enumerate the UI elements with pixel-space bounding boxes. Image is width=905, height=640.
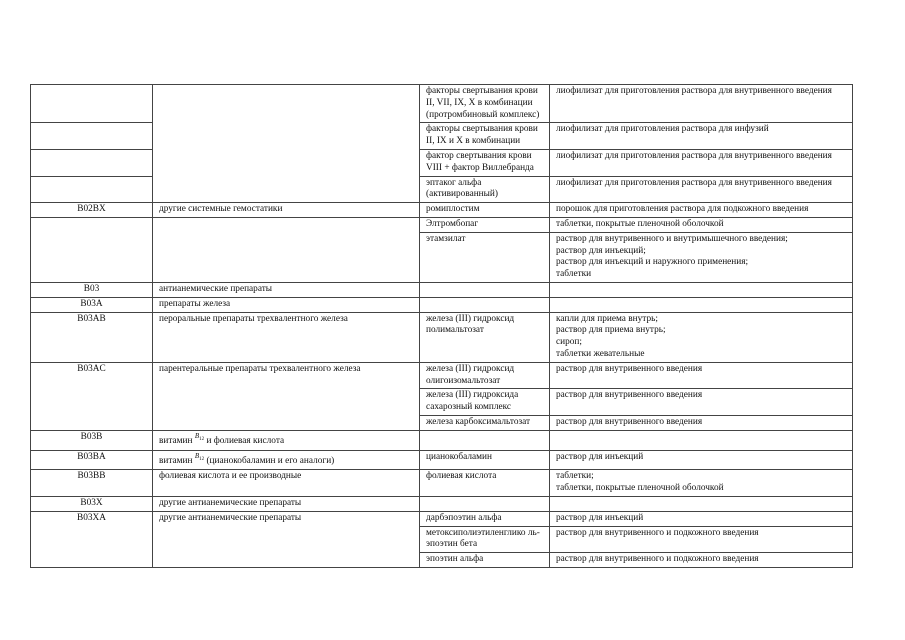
dosage-forms [550, 85, 853, 123]
atc-code: B02BX [31, 203, 153, 218]
dosage-forms [550, 496, 853, 511]
group-prefix: витамин [159, 435, 193, 446]
atc-code: B03A [31, 297, 153, 312]
atc-code: B03BA [31, 450, 153, 470]
atc-group: пероральные препараты трехвалентного железа [153, 312, 420, 362]
substance-name [420, 297, 550, 312]
substance-name: цианокобаламин [420, 450, 550, 470]
table-row [31, 282, 853, 297]
atc-group: другие системные гемостатики [153, 203, 420, 218]
substance-name: эптаког альфа (активированный) [420, 176, 550, 203]
dosage-form: раствор для инъекций и наружного применения; [556, 257, 749, 268]
substance-name: этамзилат [420, 232, 550, 282]
table-row [31, 312, 853, 362]
dosage-forms [550, 123, 853, 150]
atc-group [153, 217, 420, 282]
dosage-forms [550, 362, 853, 389]
atc-group: другие антианемические препараты [153, 511, 420, 567]
atc-code: B03B [31, 430, 153, 450]
dosage-form: лиофилизат для приготовления раствора для инфузий [556, 124, 769, 135]
group-suffix: и фолиевая кислота [206, 435, 285, 446]
substance-name: метоксиполиэтиленглико ль- эпоэтин бета [420, 526, 550, 553]
dosage-form: раствор для инъекций [556, 512, 644, 523]
substance-name [420, 496, 550, 511]
dosage-forms [550, 176, 853, 203]
dosage-form: раствор для приема внутрь; [556, 325, 666, 336]
atc-code [31, 217, 153, 282]
atc-code: B03AC [31, 362, 153, 430]
substance-name: дарбэпоэтин альфа [420, 511, 550, 526]
dosage-form: раствор для внутривенного и внутримышечного введения; [556, 233, 788, 244]
dosage-form: раствор для инъекций [556, 451, 644, 462]
substance-name: фолиевая кислота [420, 470, 550, 497]
substance-name: факторы свертывания крови II, VII, IX, X в комбинации (протромбиновый комплекс) [420, 85, 550, 123]
dosage-form: раствор для внутривенного введения [556, 363, 703, 374]
atc-group: другие антианемические препараты [153, 496, 420, 511]
dosage-forms [550, 450, 853, 470]
table-row [31, 297, 853, 312]
atc-code [31, 176, 153, 203]
table-row [31, 217, 853, 232]
table-row [31, 430, 853, 450]
group-suffix: (цианокобаламин и его аналоги) [206, 455, 335, 466]
dosage-forms [550, 297, 853, 312]
substance-name: Элтромбопаг [420, 217, 550, 232]
atc-group: препараты железа [153, 297, 420, 312]
substance-name: ромиплостим [420, 203, 550, 218]
dosage-form: раствор для внутривенного и подкожного введения [556, 527, 759, 538]
substance-name [420, 430, 550, 450]
dosage-form: порошок для приготовления раствора для подкожного введения [556, 204, 809, 215]
dosage-forms [550, 217, 853, 232]
dosage-forms [550, 430, 853, 450]
dosage-form: раствор для внутривенного введения [556, 390, 703, 401]
dosage-forms [550, 312, 853, 362]
vitamin-b-subscript: 12 [199, 456, 205, 462]
dosage-forms [550, 282, 853, 297]
atc-code [31, 85, 153, 123]
table-row [31, 511, 853, 526]
dosage-form: сироп; [556, 337, 582, 348]
substance-name: фактор свертывания крови VIII + фактор Виллебранда [420, 149, 550, 176]
dosage-forms [550, 526, 853, 553]
dosage-forms [550, 470, 853, 497]
dosage-forms [550, 389, 853, 416]
table-row [31, 203, 853, 218]
dosage-forms [550, 553, 853, 568]
substance-name: факторы свертывания крови II, IX и X в комбинации [420, 123, 550, 150]
atc-code [31, 123, 153, 150]
substance-name: эпоэтин альфа [420, 553, 550, 568]
dosage-form: таблетки жевательные [556, 348, 645, 359]
atc-group: фолиевая кислота и ее производные [153, 470, 420, 497]
atc-group [153, 450, 420, 470]
table-row [31, 450, 853, 470]
atc-code: B03X [31, 496, 153, 511]
dosage-form: раствор для инъекций; [556, 245, 646, 256]
substance-name: железа (III) гидроксид олигоизомальтозат [420, 362, 550, 389]
dosage-form: лиофилизат для приготовления раствора для внутривенного введения [556, 177, 832, 188]
vitamin-b-symbol: B [194, 451, 200, 460]
dosage-forms [550, 232, 853, 282]
dosage-form: лиофилизат для приготовления раствора для внутривенного введения [556, 86, 832, 96]
dosage-form: лиофилизат для приготовления раствора для внутривенного введения [556, 150, 832, 161]
atc-code: B03AB [31, 312, 153, 362]
dosage-forms [550, 149, 853, 176]
dosage-form: таблетки, покрытые пленочной оболочкой [556, 483, 724, 494]
dosage-form: раствор для внутривенного и подкожного введения [556, 554, 759, 565]
dosage-forms [550, 511, 853, 526]
atc-code [31, 149, 153, 176]
dosage-form: раствор для внутривенного введения [556, 416, 703, 427]
atc-group: антианемические препараты [153, 282, 420, 297]
atc-code: B03BB [31, 470, 153, 497]
dosage-form: таблетки; [556, 471, 594, 482]
atc-group [153, 85, 420, 203]
substance-name [420, 282, 550, 297]
atc-group: парентеральные препараты трехвалентного железа [153, 362, 420, 430]
table-row [31, 362, 853, 389]
drug-table [30, 84, 853, 568]
substance-name: железа карбоксимальтозат [420, 415, 550, 430]
dosage-forms [550, 415, 853, 430]
atc-code: B03XA [31, 511, 153, 567]
substance-name: железа (III) гидроксид полимальтозат [420, 312, 550, 362]
substance-name: железа (III) гидроксида сахарозный комплекс [420, 389, 550, 416]
group-prefix: витамин [159, 455, 193, 466]
table-row [31, 470, 853, 497]
atc-code: B03 [31, 282, 153, 297]
table-row [31, 496, 853, 511]
dosage-form: таблетки [556, 269, 592, 280]
dosage-form: капли для приема внутрь; [556, 313, 658, 324]
dosage-form: таблетки, покрытые пленочной оболочкой [556, 218, 724, 229]
table-row [31, 85, 853, 123]
vitamin-b-subscript: 12 [199, 436, 205, 442]
dosage-forms [550, 203, 853, 218]
atc-group [153, 430, 420, 450]
vitamin-b-symbol: B [194, 431, 200, 440]
